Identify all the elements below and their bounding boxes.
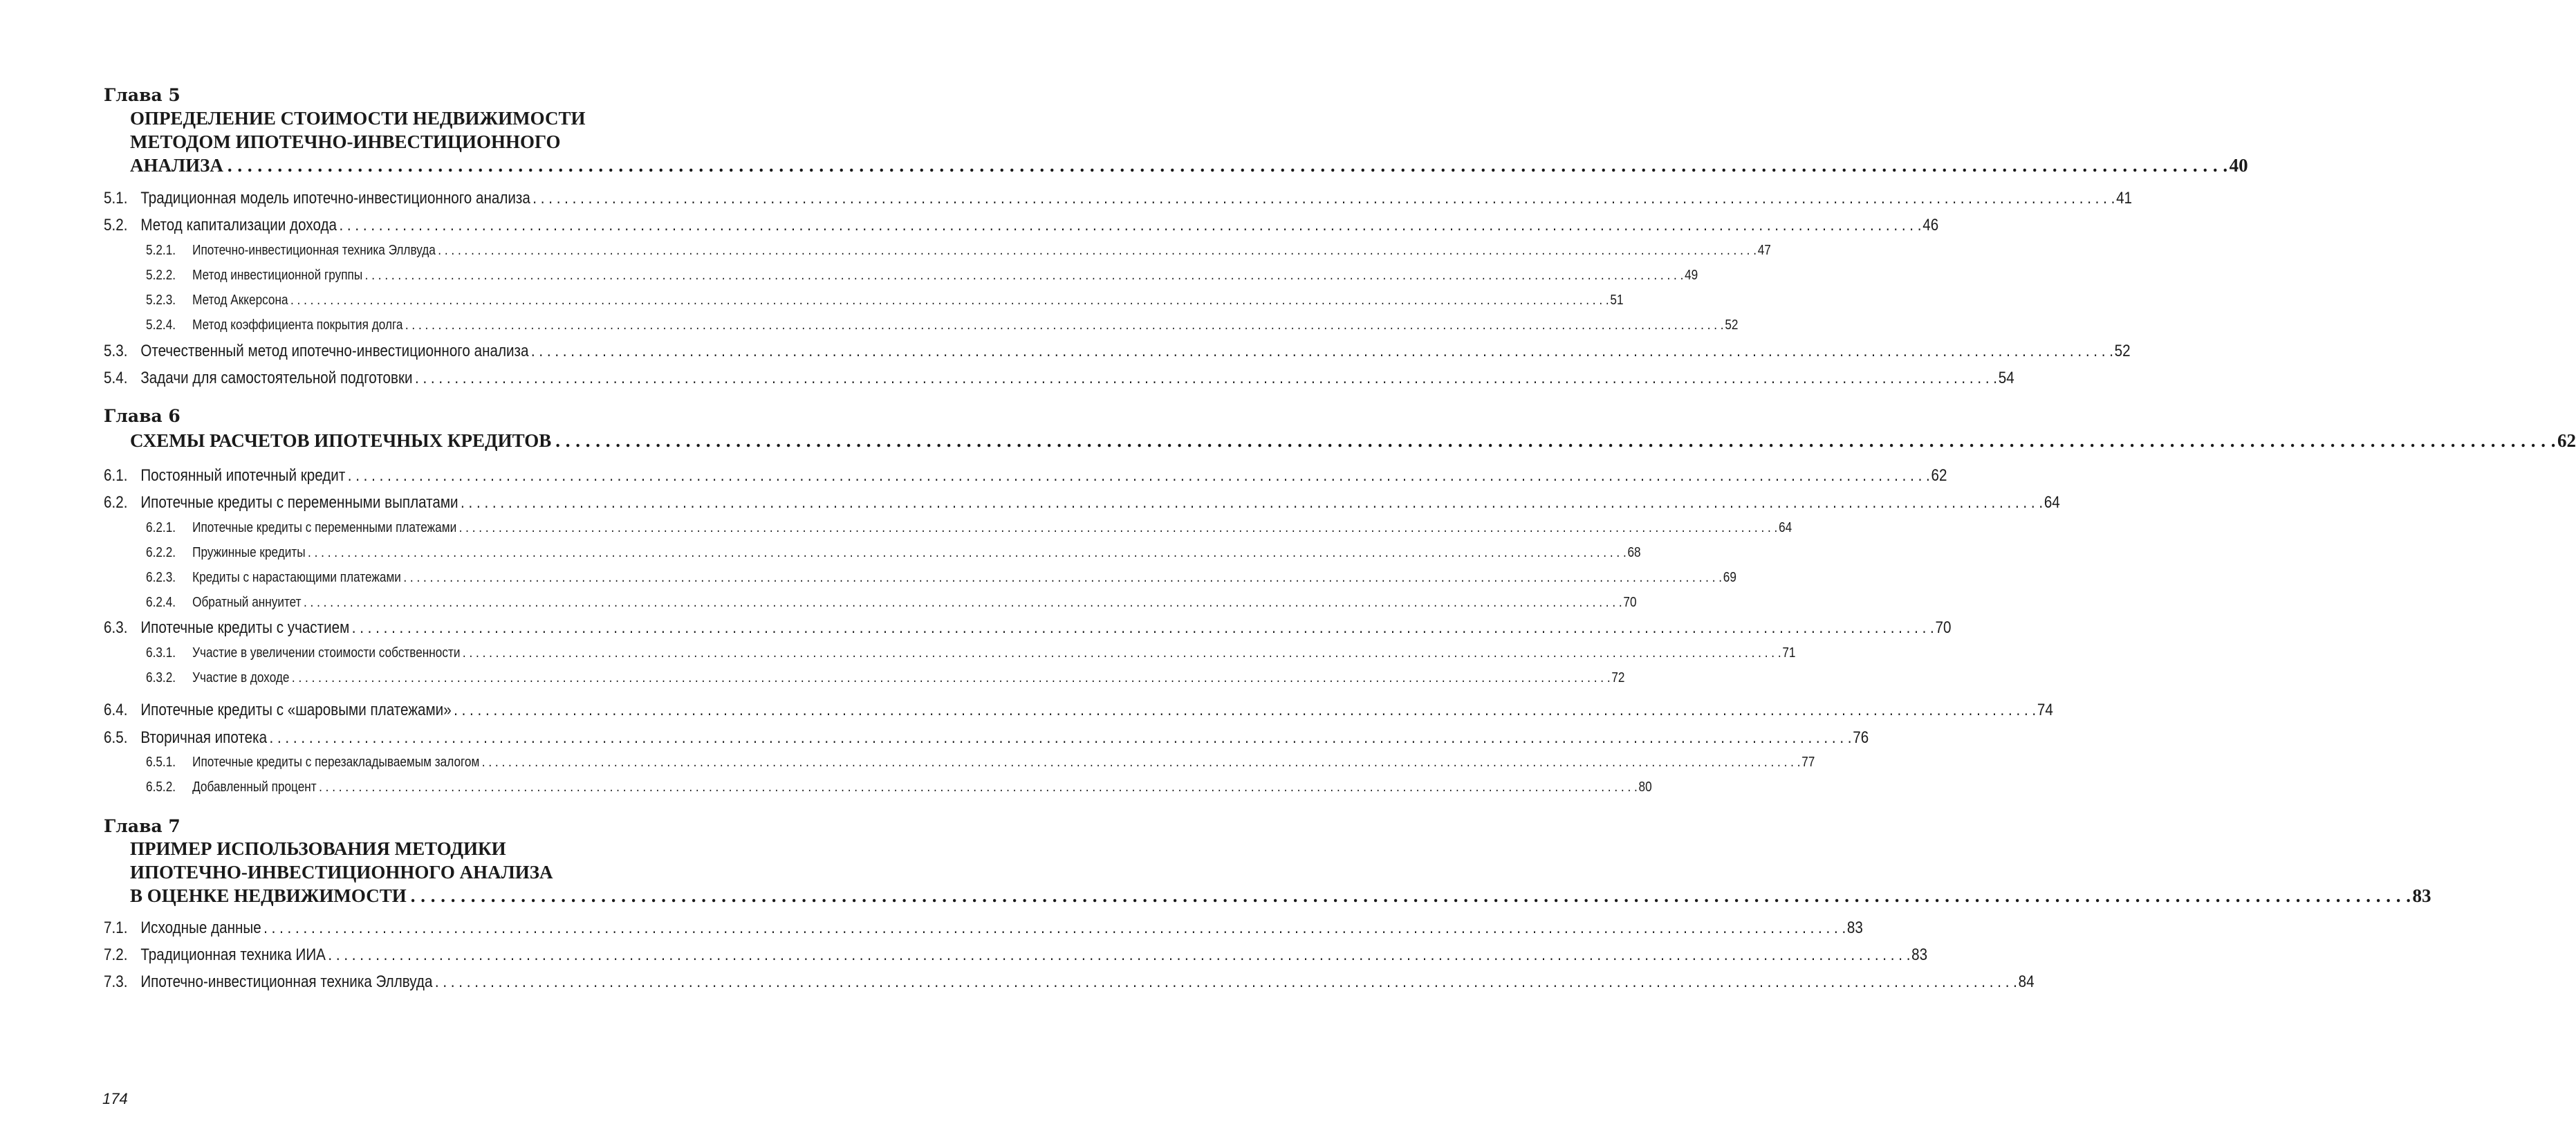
subsection-page-number: 71: [1782, 645, 1796, 661]
section-number: 6.1.: [104, 466, 128, 485]
toc-entry: [104, 466, 1947, 488]
chapter-title-text: В ОЦЕНКЕ НЕДВИЖИМОСТИ: [130, 885, 407, 906]
dot-leader: . . . . . . . . . . . . . . . . . . . . . . . . . . . . . . . . . . . . . . . . . . . . . . . . . . . . . . . . . . . . . . . . . . . . . . . . . . . . . . . . . . . . . . . . . . . . . . . . . . . . . . . . . . . . . . . . . . . . . . . . . . . . . . . . . . . . . . . . . . . . . . . . . . . . . . . . . . . . . . . . . . . . . . . . . . . . . . . . . . . . . . . . . . . . . . . . . . . . . . . .: [364, 268, 1684, 283]
section-page-number: 41: [2116, 189, 2133, 207]
section-title: Исходные данные: [140, 919, 261, 937]
chapter-title: [130, 107, 2248, 177]
section-number: 5.1.: [104, 189, 128, 207]
subsection-page-number: 64: [1779, 520, 1792, 535]
subsection-page-number: 72: [1611, 670, 1625, 685]
section-title: Отечественный метод ипотечно-инвестиционного анализа: [140, 342, 529, 360]
toc-subentry: [146, 755, 1815, 774]
dot-leader: . . . . . . . . . . . . . . . . . . . . . . . . . . . . . . . . . . . . . . . . . . . . . . . . . . . . . . . . . . . . . . . . . . . . . . . . . . . . . . . . . . . . . . . . . . . . . . . . . . . . . . . . . . . . . . . . . . . . . . . . . . . . . . . . . . . . . . . . . . . . . . . . . . . . . . . . . . . . . . . . . . . . . . . . . . . . . . . . . . . . . . . . . . . . . . . . . . . . . . . .: [461, 493, 2044, 512]
dot-leader: . . . . . . . . . . . . . . . . . . . . . . . . . . . . . . . . . . . . . . . . . . . . . . . . . . . . . . . . . . . . . . . . . . . . . . . . . . . . . . . . . . . . . . . . . . . . . . . . . . . . . . . . . . . . . . . . . . . . . . . . . . . . . . . . . . . . . . . . . . . . . . . . . . . . . . . . . . . . . . . . . . . . . . . . . . . . . . . . . . . . . . . . . . . . . . . . . . . . . . . .: [227, 155, 2228, 176]
toc-subentry: [146, 293, 1624, 312]
section-number: 5.3.: [104, 342, 128, 360]
section-number: 7.1.: [104, 919, 128, 937]
toc-entry: [104, 493, 2060, 515]
section-number: 5.4.: [104, 369, 128, 387]
dot-leader: . . . . . . . . . . . . . . . . . . . . . . . . . . . . . . . . . . . . . . . . . . . . . . . . . . . . . . . . . . . . . . . . . . . . . . . . . . . . . . . . . . . . . . . . . . . . . . . . . . . . . . . . . . . . . . . . . . . . . . . . . . . . . . . . . . . . . . . . . . . . . . . . . . . . . . . . . . . . . . . . . . . . . . . . . . . . . . . . . . . . . . . . . . . . . . . . . . . . . . . .: [403, 570, 1723, 585]
toc-subentry: [146, 545, 1641, 564]
toc-entry: [104, 728, 1869, 750]
section-number: 6.2.: [104, 493, 128, 512]
toc-entry: [104, 919, 1863, 941]
toc-entry: [104, 369, 2014, 391]
chapter-title: [130, 837, 2431, 907]
chapter-label: Глава 7: [104, 816, 180, 836]
section-title: Ипотечные кредиты с переменными выплатами: [140, 493, 458, 512]
section-page-number: 54: [1998, 369, 2014, 387]
section-page-number: 70: [1935, 618, 1952, 637]
chapter-title-line: ИПОТЕЧНО-ИНВЕСТИЦИОННОГО АНАЛИЗА: [130, 862, 553, 883]
section-page-number: 84: [2018, 972, 2035, 991]
toc-subentry: [146, 595, 1637, 614]
toc-entry: [104, 189, 2133, 211]
subsection-title: Ипотечно-инвестиционная техника Эллвуда: [192, 243, 436, 258]
subsection-title: Обратный аннуитет: [192, 595, 302, 610]
chapter-title-line: МЕТОДОМ ИПОТЕЧНО-ИНВЕСТИЦИОННОГО: [130, 131, 561, 152]
toc-subentry: [146, 243, 1771, 262]
subsection-number: 5.2.4.: [146, 317, 176, 333]
dot-leader: . . . . . . . . . . . . . . . . . . . . . . . . . . . . . . . . . . . . . . . . . . . . . . . . . . . . . . . . . . . . . . . . . . . . . . . . . . . . . . . . . . . . . . . . . . . . . . . . . . . . . . . . . . . . . . . . . . . . . . . . . . . . . . . . . . . . . . . . . . . . . . . . . . . . . . . . . . . . . . . . . . . . . . . . . . . . . . . . . . . . . . . . . . . . . . . . . . . . . . . .: [347, 466, 1930, 485]
subsection-page-number: 77: [1801, 755, 1815, 770]
subsection-title: Кредиты с нарастающими платежами: [192, 570, 401, 585]
dot-leader: . . . . . . . . . . . . . . . . . . . . . . . . . . . . . . . . . . . . . . . . . . . . . . . . . . . . . . . . . . . . . . . . . . . . . . . . . . . . . . . . . . . . . . . . . . . . . . . . . . . . . . . . . . . . . . . . . . . . . . . . . . . . . . . . . . . . . . . . . . . . . . . . . . . . . . . . . . . . . . . . . . . . . . . . . . . . . . . . . . . . . . . . . . . . . . . . . . . . . . . .: [405, 317, 1724, 333]
subsection-title: Ипотечные кредиты с переменными платежами: [192, 520, 457, 535]
subsection-number: 6.2.1.: [146, 520, 176, 535]
subsection-title: Метод Аккерсона: [192, 293, 288, 308]
subsection-page-number: 70: [1623, 595, 1637, 610]
section-number: 6.5.: [104, 728, 128, 747]
subsection-title: Ипотечные кредиты с перезакладываемым залогом: [192, 755, 480, 770]
subsection-number: 6.2.3.: [146, 570, 176, 585]
toc-subentry: [146, 520, 1792, 539]
section-page-number: 62: [1931, 466, 1947, 485]
toc-entry: [104, 342, 2131, 364]
toc-subentry: [146, 670, 1625, 690]
subsection-number: 6.3.1.: [146, 645, 176, 661]
section-title: Постоянный ипотечный кредит: [140, 466, 346, 485]
subsection-title: Пружинные кредиты: [192, 545, 306, 560]
toc-subentry: [146, 570, 1736, 589]
chapter-title-text: АНАЛИЗА: [130, 155, 223, 176]
toc-entry: [104, 945, 1928, 968]
section-number: 6.4.: [104, 701, 128, 719]
dot-leader: . . . . . . . . . . . . . . . . . . . . . . . . . . . . . . . . . . . . . . . . . . . . . . . . . . . . . . . . . . . . . . . . . . . . . . . . . . . . . . . . . . . . . . . . . . . . . . . . . . . . . . . . . . . . . . . . . . . . . . . . . . . . . . . . . . . . . . . . . . . . . . . . . . . . . . . . . . . . . . . . . . . . . . . . . . . . . . . . . . . . . . . . . . . . . . . . . . . . . . . .: [319, 779, 1638, 795]
subsection-number: 5.2.1.: [146, 243, 176, 258]
section-title: Вторичная ипотека: [140, 728, 268, 747]
subsection-title: Участие в доходе: [192, 670, 290, 685]
dot-leader: . . . . . . . . . . . . . . . . . . . . . . . . . . . . . . . . . . . . . . . . . . . . . . . . . . . . . . . . . . . . . . . . . . . . . . . . . . . . . . . . . . . . . . . . . . . . . . . . . . . . . . . . . . . . . . . . . . . . . . . . . . . . . . . . . . . . . . . . . . . . . . . . . . . . . . . . . . . . . . . . . . . . . . . . . . . . . . . . . . . . . . . . . . . . . . . . . . . . . . . .: [339, 216, 1922, 234]
section-number: 5.2.: [104, 216, 128, 234]
subsection-title: Метод инвестиционной группы: [192, 268, 363, 283]
subsection-title: Добавленный процент: [192, 779, 317, 795]
dot-leader: . . . . . . . . . . . . . . . . . . . . . . . . . . . . . . . . . . . . . . . . . . . . . . . . . . . . . . . . . . . . . . . . . . . . . . . . . . . . . . . . . . . . . . . . . . . . . . . . . . . . . . . . . . . . . . . . . . . . . . . . . . . . . . . . . . . . . . . . . . . . . . . . . . . . . . . . . . . . . . . . . . . . . . . . . . . . . . . . . . . . . . . . . . . . . . . . . . . . . . . .: [454, 701, 2037, 719]
dot-leader: . . . . . . . . . . . . . . . . . . . . . . . . . . . . . . . . . . . . . . . . . . . . . . . . . . . . . . . . . . . . . . . . . . . . . . . . . . . . . . . . . . . . . . . . . . . . . . . . . . . . . . . . . . . . . . . . . . . . . . . . . . . . . . . . . . . . . . . . . . . . . . . . . . . . . . . . . . . . . . . . . . . . . . . . . . . . . . . . . . . . . . . . . . . . . . . . . . . . . . . .: [458, 520, 1778, 535]
toc-entry: [104, 701, 2053, 723]
toc-entry: [104, 618, 1952, 640]
dot-leader: . . . . . . . . . . . . . . . . . . . . . . . . . . . . . . . . . . . . . . . . . . . . . . . . . . . . . . . . . . . . . . . . . . . . . . . . . . . . . . . . . . . . . . . . . . . . . . . . . . . . . . . . . . . . . . . . . . . . . . . . . . . . . . . . . . . . . . . . . . . . . . . . . . . . . . . . . . . . . . . . . . . . . . . . . . . . . . . . . . . . . . . . . . . . . . . . . . . . . . . .: [530, 342, 2113, 360]
dot-leader: . . . . . . . . . . . . . . . . . . . . . . . . . . . . . . . . . . . . . . . . . . . . . . . . . . . . . . . . . . . . . . . . . . . . . . . . . . . . . . . . . . . . . . . . . . . . . . . . . . . . . . . . . . . . . . . . . . . . . . . . . . . . . . . . . . . . . . . . . . . . . . . . . . . . . . . . . . . . . . . . . . . . . . . . . . . . . . . . . . . . . . . . . . . . . . . . . . . . . . . .: [308, 545, 1627, 560]
subsection-page-number: 80: [1638, 779, 1652, 795]
subsection-page-number: 68: [1627, 545, 1641, 560]
section-title: Ипотечные кредиты с «шаровыми платежами»: [140, 701, 452, 719]
page-number: 174: [102, 1090, 128, 1107]
chapter-page-number: 62: [2557, 430, 2576, 451]
dot-leader: . . . . . . . . . . . . . . . . . . . . . . . . . . . . . . . . . . . . . . . . . . . . . . . . . . . . . . . . . . . . . . . . . . . . . . . . . . . . . . . . . . . . . . . . . . . . . . . . . . . . . . . . . . . . . . . . . . . . . . . . . . . . . . . . . . . . . . . . . . . . . . . . . . . . . . . . . . . . . . . . . . . . . . . . . . . . . . . . . . . . . . . . . . . . . . . . . . . . . . . .: [263, 919, 1846, 937]
subsection-number: 5.2.3.: [146, 293, 176, 308]
section-number: 6.3.: [104, 618, 128, 637]
subsection-number: 6.2.4.: [146, 595, 176, 610]
section-page-number: 74: [2037, 701, 2053, 719]
section-page-number: 46: [1922, 216, 1939, 234]
toc-subentry: [146, 268, 1698, 287]
subsection-number: 6.5.2.: [146, 779, 176, 795]
subsection-number: 6.5.1.: [146, 755, 176, 770]
chapter-label: Глава 6: [104, 406, 180, 426]
section-title: Ипотечные кредиты с участием: [140, 618, 350, 637]
dot-leader: . . . . . . . . . . . . . . . . . . . . . . . . . . . . . . . . . . . . . . . . . . . . . . . . . . . . . . . . . . . . . . . . . . . . . . . . . . . . . . . . . . . . . . . . . . . . . . . . . . . . . . . . . . . . . . . . . . . . . . . . . . . . . . . . . . . . . . . . . . . . . . . . . . . . . . . . . . . . . . . . . . . . . . . . . . . . . . . . . . . . . . . . . . . . . . . . . . . . . . . .: [438, 243, 1757, 258]
section-title: Задачи для самостоятельной подготовки: [140, 369, 413, 387]
subsection-title: Участие в увеличении стоимости собственности: [192, 645, 461, 661]
section-page-number: 76: [1853, 728, 1869, 747]
subsection-page-number: 51: [1610, 293, 1624, 308]
dot-leader: . . . . . . . . . . . . . . . . . . . . . . . . . . . . . . . . . . . . . . . . . . . . . . . . . . . . . . . . . . . . . . . . . . . . . . . . . . . . . . . . . . . . . . . . . . . . . . . . . . . . . . . . . . . . . . . . . . . . . . . . . . . . . . . . . . . . . . . . . . . . . . . . . . . . . . . . . . . . . . . . . . . . . . . . . . . . . . . . . . . . . . . . . . . . . . . . . . . . . . . .: [351, 618, 1934, 637]
chapter-title-text: СХЕМЫ РАСЧЕТОВ ИПОТЕЧНЫХ КРЕДИТОВ: [130, 430, 552, 451]
section-number: 7.3.: [104, 972, 128, 991]
chapter-page-number: 83: [2412, 885, 2431, 906]
section-page-number: 52: [2114, 342, 2131, 360]
dot-leader: . . . . . . . . . . . . . . . . . . . . . . . . . . . . . . . . . . . . . . . . . . . . . . . . . . . . . . . . . . . . . . . . . . . . . . . . . . . . . . . . . . . . . . . . . . . . . . . . . . . . . . . . . . . . . . . . . . . . . . . . . . . . . . . . . . . . . . . . . . . . . . . . . . . . . . . . . . . . . . . . . . . . . . . . . . . . . . . . . . . . . . . . . . . . . . . . . . . . . . . .: [462, 645, 1781, 661]
toc-subentry: [146, 779, 1652, 799]
dot-leader: . . . . . . . . . . . . . . . . . . . . . . . . . . . . . . . . . . . . . . . . . . . . . . . . . . . . . . . . . . . . . . . . . . . . . . . . . . . . . . . . . . . . . . . . . . . . . . . . . . . . . . . . . . . . . . . . . . . . . . . . . . . . . . . . . . . . . . . . . . . . . . . . . . . . . . . . . . . . . . . . . . . . . . . . . . . . . . . . . . . . . . . . . . . . . . . . . . . . . . . .: [481, 755, 1801, 770]
dot-leader: . . . . . . . . . . . . . . . . . . . . . . . . . . . . . . . . . . . . . . . . . . . . . . . . . . . . . . . . . . . . . . . . . . . . . . . . . . . . . . . . . . . . . . . . . . . . . . . . . . . . . . . . . . . . . . . . . . . . . . . . . . . . . . . . . . . . . . . . . . . . . . . . . . . . . . . . . . . . . . . . . . . . . . . . . . . . . . . . . . . . . . . . . . . . . . . . . . . . . . . .: [532, 189, 2115, 207]
dot-leader: . . . . . . . . . . . . . . . . . . . . . . . . . . . . . . . . . . . . . . . . . . . . . . . . . . . . . . . . . . . . . . . . . . . . . . . . . . . . . . . . . . . . . . . . . . . . . . . . . . . . . . . . . . . . . . . . . . . . . . . . . . . . . . . . . . . . . . . . . . . . . . . . . . . . . . . . . . . . . . . . . . . . . . . . . . . . . . . . . . . . . . . . . . . . . . . . . . . . . . . .: [434, 972, 2017, 991]
chapter-title-line: [130, 429, 2576, 452]
chapter-title: [130, 429, 2576, 452]
toc-entry: [104, 972, 2035, 995]
dot-leader: . . . . . . . . . . . . . . . . . . . . . . . . . . . . . . . . . . . . . . . . . . . . . . . . . . . . . . . . . . . . . . . . . . . . . . . . . . . . . . . . . . . . . . . . . . . . . . . . . . . . . . . . . . . . . . . . . . . . . . . . . . . . . . . . . . . . . . . . . . . . . . . . . . . . . . . . . . . . . . . . . . . . . . . . . . . . . . . . . . . . . . . . . . . . . . . . . . . . . . . .: [303, 595, 1622, 610]
section-page-number: 83: [1846, 919, 1863, 937]
dot-leader: . . . . . . . . . . . . . . . . . . . . . . . . . . . . . . . . . . . . . . . . . . . . . . . . . . . . . . . . . . . . . . . . . . . . . . . . . . . . . . . . . . . . . . . . . . . . . . . . . . . . . . . . . . . . . . . . . . . . . . . . . . . . . . . . . . . . . . . . . . . . . . . . . . . . . . . . . . . . . . . . . . . . . . . . . . . . . . . . . . . . . . . . . . . . . . . . . . . . . . . .: [555, 430, 2556, 451]
section-title: Традиционная техника ИИА: [140, 945, 326, 964]
subsection-page-number: 69: [1723, 570, 1736, 585]
chapter-title-line: ПРИМЕР ИСПОЛЬЗОВАНИЯ МЕТОДИКИ: [130, 838, 506, 859]
subsection-number: 5.2.2.: [146, 268, 176, 283]
chapter-title-line: [130, 884, 2431, 907]
chapter-page-number: 40: [2229, 155, 2248, 176]
section-title: Ипотечно-инвестиционная техника Эллвуда: [140, 972, 433, 991]
subsection-title: Метод коэффициента покрытия долга: [192, 317, 403, 333]
subsection-number: 6.3.2.: [146, 670, 176, 685]
chapter-title-line: [130, 154, 2248, 177]
section-page-number: 83: [1911, 945, 1928, 964]
toc-entry: [104, 216, 1939, 238]
dot-leader: . . . . . . . . . . . . . . . . . . . . . . . . . . . . . . . . . . . . . . . . . . . . . . . . . . . . . . . . . . . . . . . . . . . . . . . . . . . . . . . . . . . . . . . . . . . . . . . . . . . . . . . . . . . . . . . . . . . . . . . . . . . . . . . . . . . . . . . . . . . . . . . . . . . . . . . . . . . . . . . . . . . . . . . . . . . . . . . . . . . . . . . . . . . . . . . . . . . . . . . .: [290, 293, 1609, 308]
dot-leader: . . . . . . . . . . . . . . . . . . . . . . . . . . . . . . . . . . . . . . . . . . . . . . . . . . . . . . . . . . . . . . . . . . . . . . . . . . . . . . . . . . . . . . . . . . . . . . . . . . . . . . . . . . . . . . . . . . . . . . . . . . . . . . . . . . . . . . . . . . . . . . . . . . . . . . . . . . . . . . . . . . . . . . . . . . . . . . . . . . . . . . . . . . . . . . . . . . . . . . . .: [269, 728, 1852, 747]
section-title: Метод капитализации дохода: [140, 216, 337, 234]
chapter-title-line: ОПРЕДЕЛЕНИЕ СТОИМОСТИ НЕДВИЖИМОСТИ: [130, 108, 586, 129]
section-page-number: 64: [2044, 493, 2060, 512]
chapter-label: Глава 5: [104, 85, 180, 105]
subsection-page-number: 49: [1685, 268, 1698, 283]
toc-subentry: [146, 645, 1796, 665]
dot-leader: . . . . . . . . . . . . . . . . . . . . . . . . . . . . . . . . . . . . . . . . . . . . . . . . . . . . . . . . . . . . . . . . . . . . . . . . . . . . . . . . . . . . . . . . . . . . . . . . . . . . . . . . . . . . . . . . . . . . . . . . . . . . . . . . . . . . . . . . . . . . . . . . . . . . . . . . . . . . . . . . . . . . . . . . . . . . . . . . . . . . . . . . . . . . . . . . . . . . . . . .: [291, 670, 1611, 685]
section-title: Традиционная модель ипотечно-инвестиционного анализа: [140, 189, 530, 207]
subsection-page-number: 52: [1725, 317, 1739, 333]
toc-subentry: [146, 317, 1739, 337]
subsection-number: 6.2.2.: [146, 545, 176, 560]
dot-leader: . . . . . . . . . . . . . . . . . . . . . . . . . . . . . . . . . . . . . . . . . . . . . . . . . . . . . . . . . . . . . . . . . . . . . . . . . . . . . . . . . . . . . . . . . . . . . . . . . . . . . . . . . . . . . . . . . . . . . . . . . . . . . . . . . . . . . . . . . . . . . . . . . . . . . . . . . . . . . . . . . . . . . . . . . . . . . . . . . . . . . . . . . . . . . . . . . . . . . . . .: [414, 369, 1998, 387]
subsection-page-number: 47: [1757, 243, 1771, 258]
section-number: 7.2.: [104, 945, 128, 964]
dot-leader: . . . . . . . . . . . . . . . . . . . . . . . . . . . . . . . . . . . . . . . . . . . . . . . . . . . . . . . . . . . . . . . . . . . . . . . . . . . . . . . . . . . . . . . . . . . . . . . . . . . . . . . . . . . . . . . . . . . . . . . . . . . . . . . . . . . . . . . . . . . . . . . . . . . . . . . . . . . . . . . . . . . . . . . . . . . . . . . . . . . . . . . . . . . . . . . . . . . . . . . .: [328, 945, 1911, 964]
dot-leader: . . . . . . . . . . . . . . . . . . . . . . . . . . . . . . . . . . . . . . . . . . . . . . . . . . . . . . . . . . . . . . . . . . . . . . . . . . . . . . . . . . . . . . . . . . . . . . . . . . . . . . . . . . . . . . . . . . . . . . . . . . . . . . . . . . . . . . . . . . . . . . . . . . . . . . . . . . . . . . . . . . . . . . . . . . . . . . . . . . . . . . . . . . . . . . . . . . . . . . . .: [410, 885, 2411, 906]
